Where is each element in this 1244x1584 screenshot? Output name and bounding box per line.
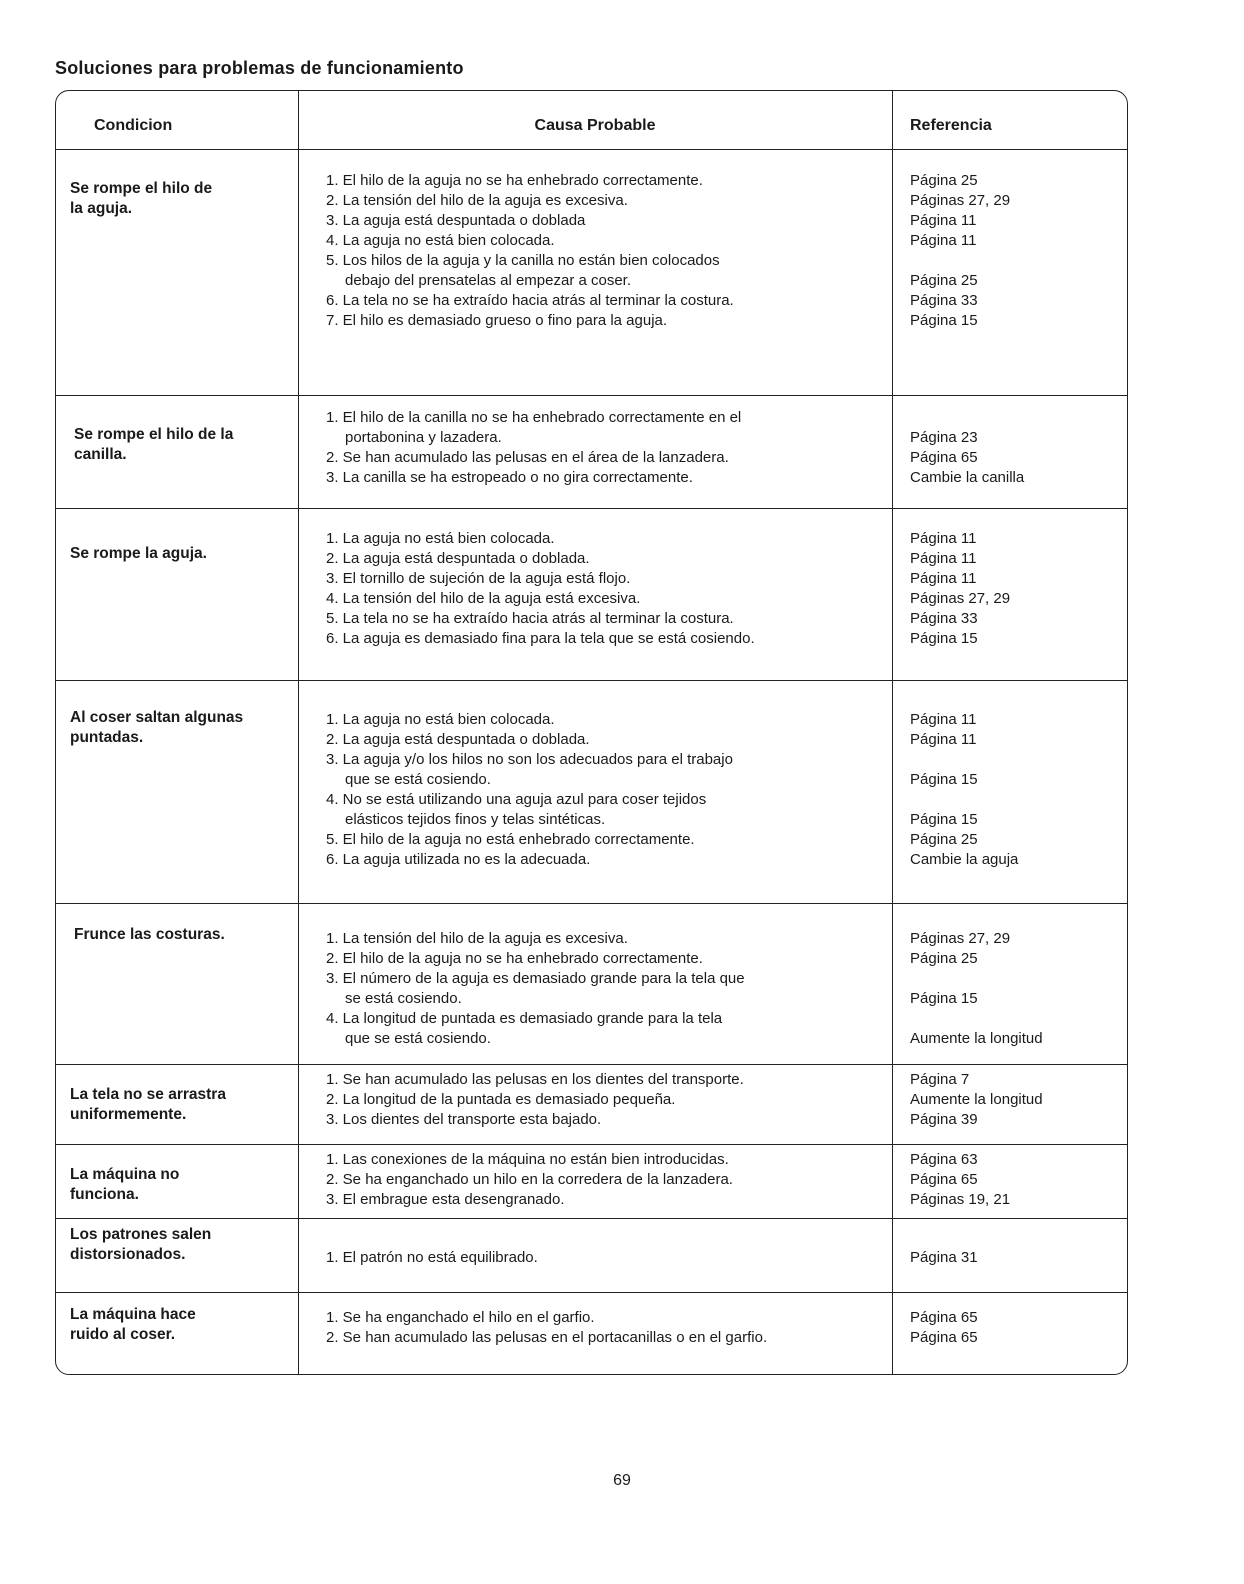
cause-line: 1. El hilo de la canilla no se ha enhebrado correctamente en el [326,409,742,426]
cause-cell [326,529,886,649]
condition-cell: Se rompe el hilo de la canilla. [74,426,234,463]
condition-cell: Se rompe el hilo de la aguja. [70,180,213,217]
table-row [56,1293,1127,1375]
reference-line: Páginas 27, 29 [910,590,1011,607]
condition-cell: La máquina no funciona. [70,1166,180,1203]
cause-line: debajo del prensatelas al empezar a coser. [345,272,632,289]
cause-line: 1. Se han acumulado las pelusas en los dientes del transporte. [326,1071,744,1088]
cause-line: 3. La canilla se ha estropeado o no gira correctamente. [326,469,693,486]
cause-line: 3. El tornillo de sujeción de la aguja está flojo. [326,570,631,587]
cause-line: 5. La tela no se ha extraído hacia atrás al terminar la costura. [326,610,734,627]
condition-cell: Se rompe la aguja. [70,545,207,562]
cause-cell [326,1070,886,1130]
reference-line: Páginas 27, 29 [910,192,1011,209]
table-header [56,91,1127,150]
reference-line: Página 11 [910,550,977,567]
reference-line: Cambie la aguja [910,851,1019,868]
header-reference: Referencia [910,117,992,134]
cause-line: 3. El embrague esta desengranado. [326,1191,565,1208]
cause-line: 1. Se ha enganchado el hilo en el garfio. [326,1309,595,1326]
table-row [56,149,1127,396]
cause-line: 3. El número de la aguja es demasiado grande para la tela que [326,970,745,987]
table-row [56,1219,1127,1293]
reference-line: Página 31 [910,1249,978,1266]
cause-line: 2. La longitud de la puntada es demasiado pequeña. [326,1091,676,1108]
reference-line: Página 25 [910,272,978,289]
cause-line: 1. La aguja no está bien colocada. [326,711,555,728]
reference-line: Página 25 [910,172,978,189]
reference-line [910,790,1120,810]
reference-line: Página 63 [910,1151,978,1168]
header-cause: Causa Probable [534,117,656,134]
table-row [56,1145,1127,1219]
reference-line: Página 23 [910,429,978,446]
cause-line: 2. La aguja está despuntada o doblada. [326,550,590,567]
header-condition: Condicion [94,117,173,134]
table-row [56,396,1127,509]
cause-line: elásticos tejidos finos y telas sintéticas. [345,811,606,828]
reference-cell [910,1070,1120,1130]
cause-line: 4. La aguja no está bien colocada. [326,232,555,249]
cause-line: 2. La aguja está despuntada o doblada. [326,731,590,748]
table-row [56,904,1127,1065]
reference-cell [910,1150,1120,1210]
reference-line: Página 65 [910,449,978,466]
page-number: 69 [613,1472,631,1489]
reference-cell [910,529,1120,649]
reference-line: Página 11 [910,711,977,728]
reference-line: Páginas 19, 21 [910,1191,1011,1208]
reference-cell [910,929,1120,1049]
cause-line: 7. El hilo es demasiado grueso o fino para la aguja. [326,312,668,329]
reference-line [910,1009,1120,1029]
cause-line: 2. La tensión del hilo de la aguja es excesiva. [326,192,628,209]
cause-line: 4. La tensión del hilo de la aguja está excesiva. [326,590,641,607]
cause-cell [326,710,886,870]
cause-line: 5. Los hilos de la aguja y la canilla no están bien colocados [326,252,720,269]
reference-line: Página 15 [910,312,978,329]
reference-line: Cambie la canilla [910,469,1025,486]
cause-line: que se está cosiendo. [345,771,491,788]
cause-cell [326,929,886,1049]
cause-cell [326,408,886,488]
cause-line: se está cosiendo. [345,990,462,1007]
reference-line: Página 11 [910,570,977,587]
cause-cell [326,1248,886,1268]
cause-line: 2. Se han acumulado las pelusas en el área de la lanzadera. [326,449,729,466]
reference-line [910,251,1120,271]
reference-line: Página 11 [910,731,977,748]
reference-line: Páginas 27, 29 [910,930,1011,947]
cause-line: 1. La aguja no está bien colocada. [326,530,555,547]
cause-cell [326,1308,886,1348]
reference-line [910,408,1120,428]
reference-line: Página 15 [910,990,978,1007]
reference-line: Página 25 [910,831,978,848]
reference-line: Página 65 [910,1171,978,1188]
cause-line: 1. La tensión del hilo de la aguja es excesiva. [326,930,628,947]
page-title: Soluciones para problemas de funcionamiento [55,58,464,78]
reference-cell [910,171,1120,331]
cause-line: 5. El hilo de la aguja no está enhebrado correctamente. [326,831,695,848]
reference-cell [910,1248,1120,1268]
cause-cell [326,171,886,331]
reference-cell [910,1308,1120,1348]
reference-line [910,969,1120,989]
reference-line: Página 11 [910,530,977,547]
cause-line: 2. El hilo de la aguja no se ha enhebrado correctamente. [326,950,703,967]
reference-cell [910,408,1120,488]
cause-line: 6. La tela no se ha extraído hacia atrás al terminar la costura. [326,292,734,309]
reference-line: Página 65 [910,1329,978,1346]
reference-line: Página 7 [910,1071,970,1088]
reference-line: Página 25 [910,950,978,967]
condition-cell: Los patrones salen distorsionados. [70,1226,212,1263]
reference-line [910,750,1120,770]
condition-cell: Al coser saltan algunas puntadas. [70,709,244,746]
cause-line: portabonina y lazadera. [345,429,502,446]
cause-line: que se está cosiendo. [345,1030,491,1047]
condition-cell: Frunce las costuras. [74,926,225,943]
cause-line: 1. El hilo de la aguja no se ha enhebrado correctamente. [326,172,703,189]
cause-line: 2. Se han acumulado las pelusas en el portacanillas o en el garfio. [326,1329,768,1346]
reference-line: Página 11 [910,212,977,229]
reference-line: Página 33 [910,292,978,309]
reference-line: Aumente la longitud [910,1091,1043,1108]
reference-line: Página 15 [910,771,978,788]
cause-line: 6. La aguja utilizada no es la adecuada. [326,851,591,868]
cause-line: 2. Se ha enganchado un hilo en la corredera de la lanzadera. [326,1171,733,1188]
reference-line: Aumente la longitud [910,1030,1043,1047]
troubleshooting-table [55,90,1128,1375]
cause-line: 4. La longitud de puntada es demasiado grande para la tela [326,1010,723,1027]
reference-line: Página 33 [910,610,978,627]
reference-line: Página 11 [910,232,977,249]
reference-line: Página 15 [910,811,978,828]
table-row [56,1065,1127,1145]
condition-cell: La máquina hace ruido al coser. [70,1306,196,1343]
table-row [56,509,1127,681]
cause-cell [326,1150,886,1210]
table-row [56,681,1127,904]
cause-line: 3. La aguja y/o los hilos no son los adecuados para el trabajo [326,751,733,768]
reference-line: Página 15 [910,630,978,647]
cause-line: 4. No se está utilizando una aguja azul para coser tejidos [326,791,707,808]
cause-line: 1. Las conexiones de la máquina no están bien introducidas. [326,1151,729,1168]
cause-line: 1. El patrón no está equilibrado. [326,1249,538,1266]
condition-cell: La tela no se arrastra uniformemente. [70,1086,226,1123]
cause-line: 3. Los dientes del transporte esta bajado. [326,1111,602,1128]
reference-line: Página 65 [910,1309,978,1326]
cause-line: 3. La aguja está despuntada o doblada [326,212,586,229]
cause-line: 6. La aguja es demasiado fina para la tela que se está cosiendo. [326,630,755,647]
reference-line: Página 39 [910,1111,978,1128]
reference-cell [910,710,1120,870]
